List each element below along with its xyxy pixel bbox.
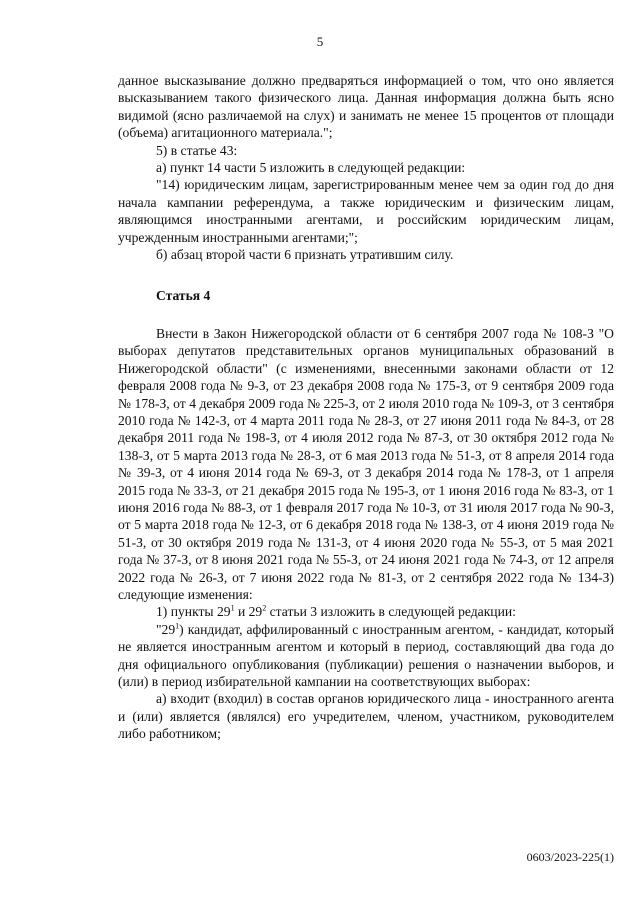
paragraph-item-14: "14) юридическим лицам, зарегистрированным менее чем за один год до дня начала кампании референдума, а также юридическим и физическим лицам, являющимся иностранными агентами, и российским юридическим лицам, учрежденным иностранными агентами;"; xyxy=(118,177,614,245)
article-intro-paragraph: Внести в Закон Нижегородской области от 6 сентября 2007 года № 108-З "О выборах депутатов представительных органов муниципальных образований в Нижегородской области" (с изменениями, внесенными законами области от 12 февраля 2008 года № 9-З, от 23 декабря 2008 года № 175-З, от 9 сентября 2009 года № 178-З, от 4 декабря 2009 года № 225-З, от 2 июля 2010 года № 109-З, от 3 сентября 2010 года № 142-З, от 4 марта 2011 года № 28-З, от 27 июня 2011 года № 84-З, от 28 декабря 2011 года № 198-З, от 4 июля 2012 года № 87-З, от 30 октября 2012 года № 138-З, от 5 марта 2013 года № 28-З, от 6 мая 2013 года № 51-З, от 8 апреля 2014 года № 39-З, от 4 июня 2014 года № 69-З, от 3 декабря 2014 года № 178-З, от 1 апреля 2015 года № 33-З, от 21 декабря 2015 года № 195-З, от 1 июня 2016 года № 83-З, от 1 июня 2016 года № 88-З, от 1 февраля 2017 года № 10-З, от 31 июля 2017 года № 90-З, от 5 марта 2018 года № 12-З, от 6 декабря 2018 года № 138-З, от 4 июня 2019 года № 51-З, от 30 октября 2019 года № 131-З, от 4 июня 2020 года № 55-З, от 5 мая 2021 года № 37-З, от 8 июня 2021 года № 55-З, от 24 июня 2021 года № 74-З, от 12 апреля 2022 года № 26-З, от 7 июня 2022 года № 81-З, от 2 сентября 2022 года № 134-З) следующие изменения: xyxy=(118,325,614,602)
paragraph-sub-a: а) пункт 14 части 5 изложить в следующей редакции: xyxy=(156,160,466,176)
paragraph-sub-b: б) абзац второй части 6 признать утратившим силу. xyxy=(156,247,454,263)
paragraph-item-5: 5) в статье 43: xyxy=(156,142,238,158)
item1-suffix: статьи 3 изложить в следующей редакции: xyxy=(266,604,516,620)
item1-prefix: 1) пункты 29 xyxy=(156,604,231,620)
item1-sup1: 1 xyxy=(230,603,235,613)
paragraph-sub-a-enter: а) входит (входил) в состав органов юридического лица - иностранного агента и (или) является (являлся) его учредителем, членом, участником, руководителем либо работником; xyxy=(118,691,614,742)
item29-suffix: ) кандидат, аффилированный с иностранным агентом, - кандидат, который не является иностранным агентом и который в период, составляющий два года до дня официального опубликования (публикации) решения о назначении выборов, и (или) в период избирательной кампании на соответствующих выборах: xyxy=(118,621,614,689)
item1-sup2: 2 xyxy=(262,603,267,613)
document-code: 0603/2023-225(1) xyxy=(526,850,614,864)
article-heading: Статья 4 xyxy=(156,288,211,304)
document-body xyxy=(118,72,614,743)
page-number: 5 xyxy=(316,34,324,49)
paragraph-continuation: данное высказывание должно предваряться информацией о том, что оно является высказыванием такого физического лица. Данная информация должна быть ясно видимой (ясно различаемой на слух) и занимать не менее 15 процентов от площади (объема) агитационного материала."; xyxy=(118,73,614,141)
item29-sup: 1 xyxy=(175,621,180,631)
paragraph-item-29-1 xyxy=(118,621,614,691)
paragraph-item-1 xyxy=(118,603,614,620)
item1-middle: и 29 xyxy=(234,604,263,620)
item29-prefix: "29 xyxy=(156,621,176,637)
